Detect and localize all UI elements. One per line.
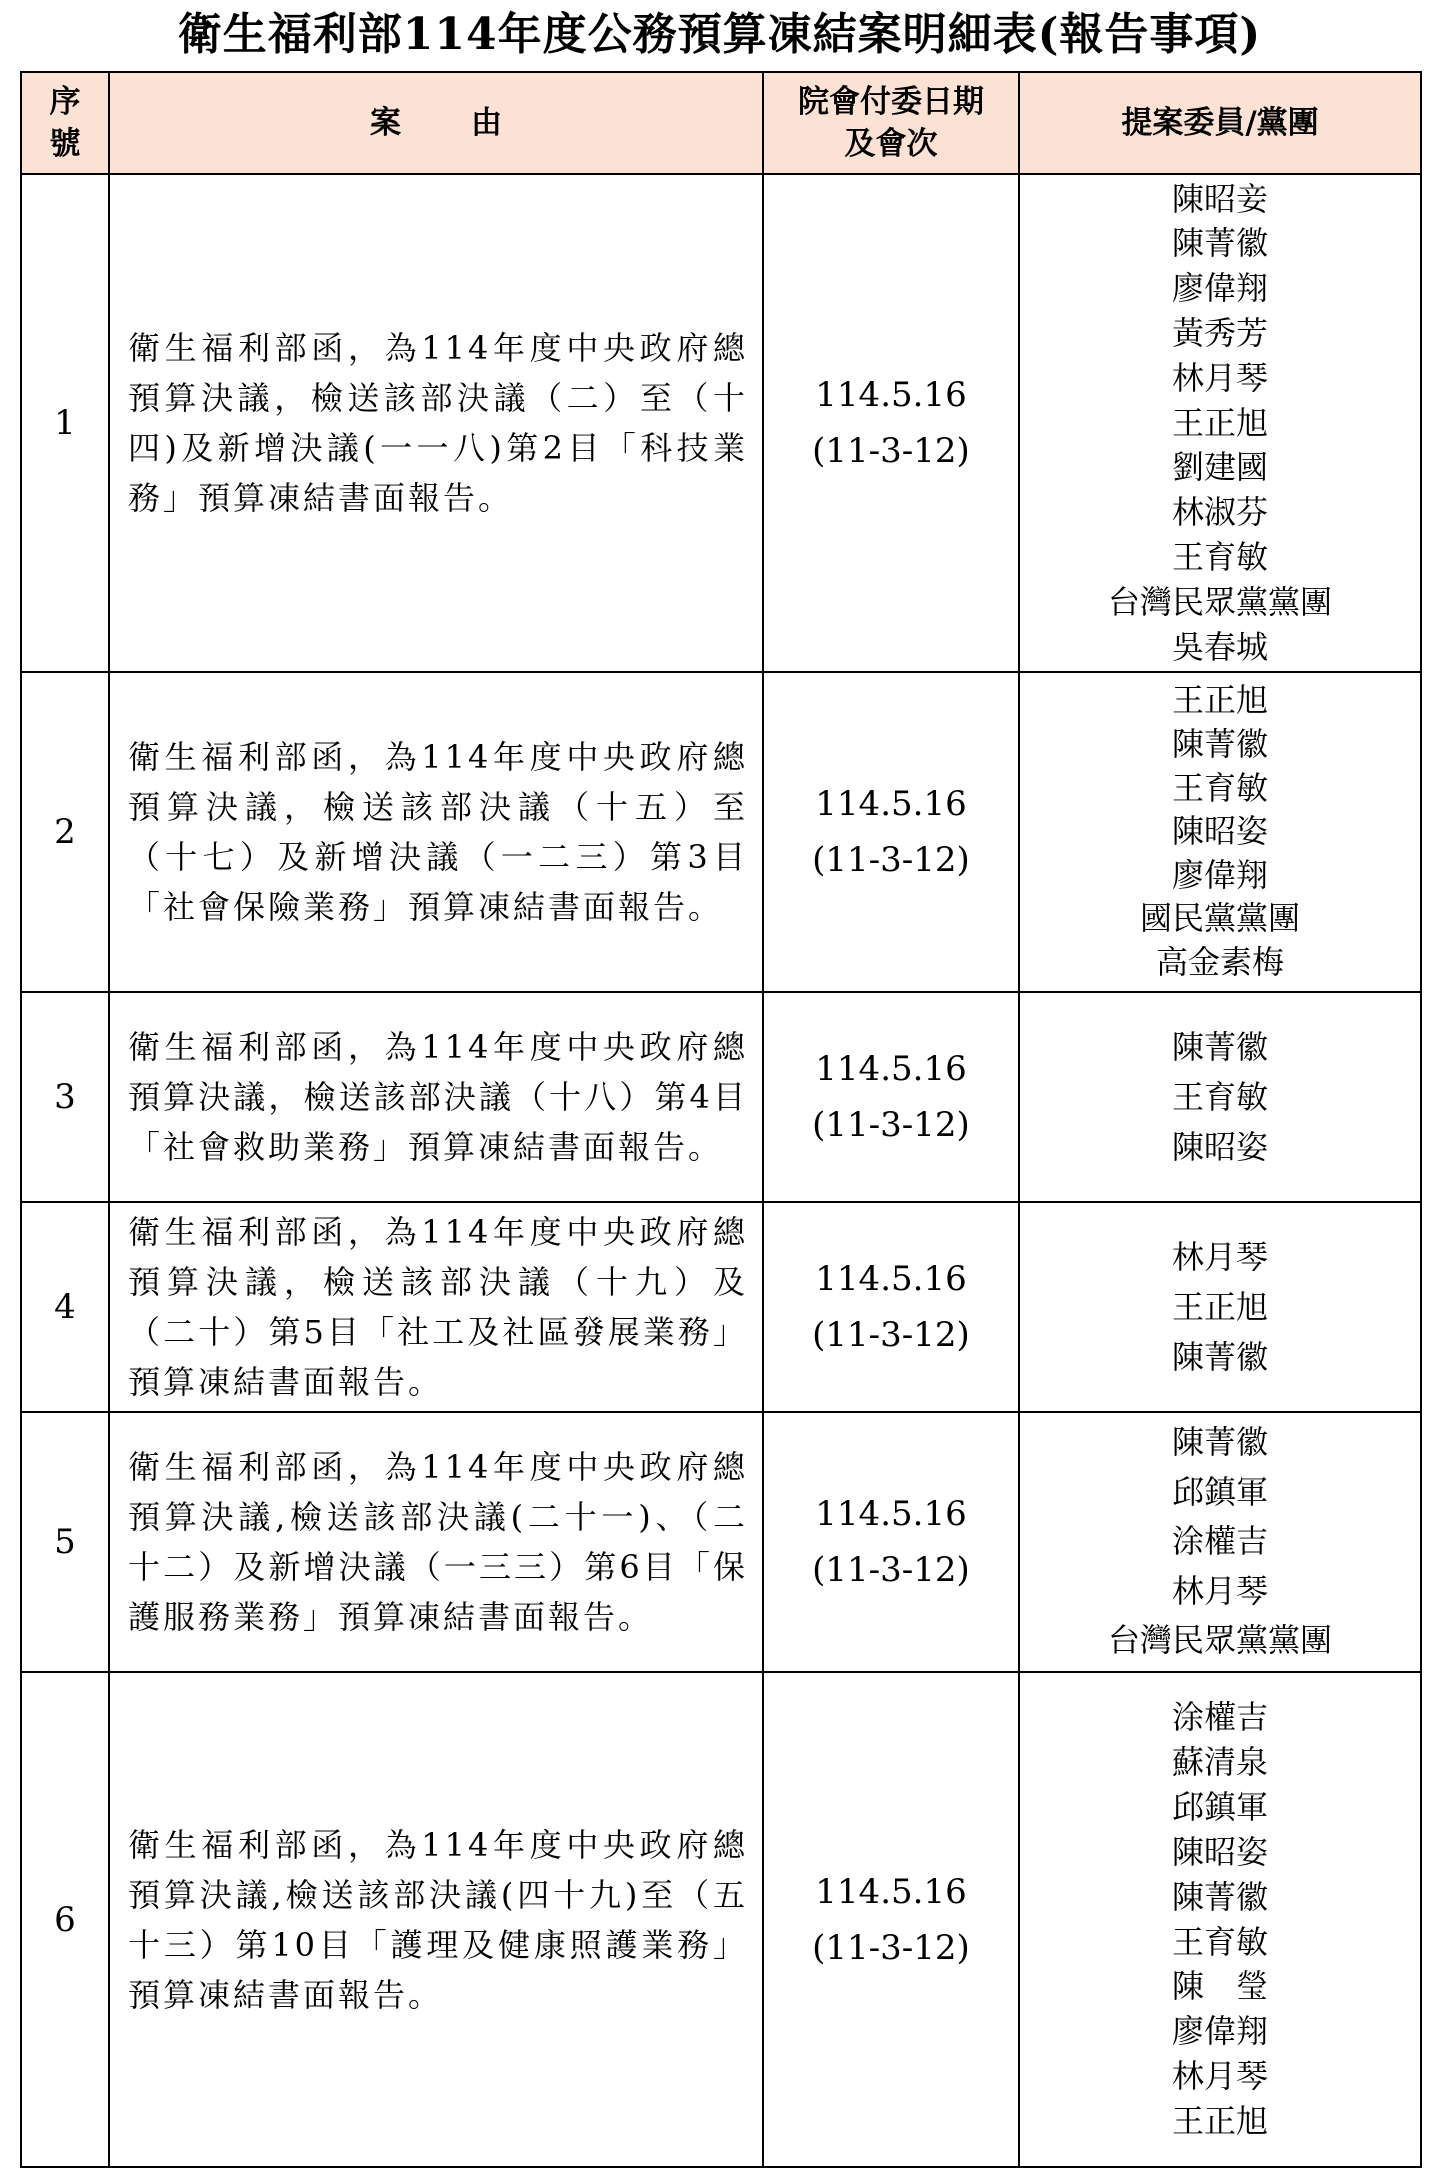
proposer-name: 林月琴 bbox=[1171, 358, 1268, 397]
proposer-name: 陳昭姿 bbox=[1171, 1128, 1268, 1166]
row-date: 114.5.16 bbox=[815, 1259, 967, 1299]
proposer-name: 陳菁徽 bbox=[1171, 1028, 1268, 1066]
proposer-name: 陳菁徽 bbox=[1171, 224, 1268, 263]
header-seq: 序 號 bbox=[21, 72, 109, 174]
proposer-name: 陳菁徽 bbox=[1171, 1423, 1268, 1462]
row-seq: 5 bbox=[21, 1412, 109, 1672]
header-reason: 案由 bbox=[109, 72, 763, 174]
proposer-name: 林月琴 bbox=[1171, 2057, 1268, 2096]
proposer-name: 吳春城 bbox=[1171, 627, 1268, 666]
proposer-list bbox=[1020, 1695, 1420, 2144]
row-reason: 衛生福利部函，為114年度中央政府總預算決議，檢送該部決議（十五）至（十七）及新增決議（一二三）第3目「社會保險業務」預算凍結書面報告。 bbox=[109, 672, 763, 992]
row-seq: 4 bbox=[21, 1202, 109, 1412]
table-body bbox=[21, 174, 1421, 2167]
row-reason: 衛生福利部函，為114年度中央政府總預算決議,檢送該部決議(四十九)至（五十三）第10目「護理及健康照護業務」預算凍結書面報告。 bbox=[109, 1672, 763, 2167]
proposer-name: 陳 瑩 bbox=[1171, 1967, 1268, 2006]
header-date-session: 院會付委日期 及會次 bbox=[763, 72, 1019, 174]
proposer-name: 王正旭 bbox=[1171, 1288, 1268, 1326]
proposer-name: 涂權吉 bbox=[1171, 1697, 1268, 1736]
proposer-name: 蘇清泉 bbox=[1171, 1742, 1268, 1781]
table-row bbox=[21, 174, 1421, 672]
proposer-name: 廖偉翔 bbox=[1171, 855, 1268, 894]
row-date-session bbox=[763, 1412, 1019, 1672]
row-reason: 衛生福利部函，為114年度中央政府總預算決議，檢送該部決議（十九）及（二十）第5目「社工及社區發展業務」預算凍結書面報告。 bbox=[109, 1202, 763, 1412]
row-date-session bbox=[763, 992, 1019, 1202]
proposer-name: 涂權吉 bbox=[1171, 1522, 1268, 1561]
proposer-name: 王正旭 bbox=[1171, 403, 1268, 442]
row-date: 114.5.16 bbox=[815, 1494, 967, 1534]
row-session: (11-3-12) bbox=[812, 840, 970, 880]
row-date: 114.5.16 bbox=[815, 375, 967, 415]
proposer-name: 林月琴 bbox=[1171, 1571, 1268, 1610]
header-proposer: 提案委員/黨團 bbox=[1019, 72, 1421, 174]
row-session: (11-3-12) bbox=[812, 1550, 970, 1590]
row-date-session bbox=[763, 1202, 1019, 1412]
proposer-name: 陳昭姿 bbox=[1171, 1832, 1268, 1871]
table-header bbox=[21, 72, 1421, 174]
table-row bbox=[21, 1672, 1421, 2167]
table-row bbox=[21, 1202, 1421, 1412]
proposer-name: 王育敏 bbox=[1171, 537, 1268, 576]
row-seq: 3 bbox=[21, 992, 109, 1202]
row-session: (11-3-12) bbox=[812, 431, 970, 471]
row-proposers bbox=[1019, 174, 1421, 672]
proposer-name: 黃秀芳 bbox=[1171, 314, 1268, 352]
proposer-name: 國民黨黨團 bbox=[1139, 899, 1300, 938]
proposer-name: 陳菁徽 bbox=[1171, 1338, 1268, 1376]
proposer-name: 林月琴 bbox=[1171, 1238, 1268, 1276]
row-date-session bbox=[763, 1672, 1019, 2167]
row-seq: 1 bbox=[21, 174, 109, 672]
proposer-name: 廖偉翔 bbox=[1171, 269, 1268, 308]
table-row bbox=[21, 992, 1421, 1202]
proposer-name: 邱鎮軍 bbox=[1171, 1787, 1268, 1826]
row-date-session bbox=[763, 672, 1019, 992]
row-proposers bbox=[1019, 1412, 1421, 1672]
row-date: 114.5.16 bbox=[815, 1049, 967, 1089]
table-row bbox=[21, 1412, 1421, 1672]
row-session: (11-3-12) bbox=[812, 1105, 970, 1145]
row-proposers bbox=[1019, 672, 1421, 992]
row-proposers bbox=[1019, 1202, 1421, 1412]
proposer-name: 邱鎮軍 bbox=[1171, 1472, 1268, 1511]
proposer-name: 王育敏 bbox=[1171, 1078, 1268, 1116]
row-date: 114.5.16 bbox=[815, 784, 967, 824]
proposer-name: 台灣民眾黨黨團 bbox=[1107, 1621, 1332, 1660]
budget-freeze-table bbox=[20, 71, 1422, 2168]
proposer-name: 王育敏 bbox=[1171, 768, 1268, 807]
proposer-name: 王育敏 bbox=[1171, 1922, 1268, 1961]
row-session: (11-3-12) bbox=[812, 1927, 970, 1968]
row-proposers bbox=[1019, 1672, 1421, 2167]
page-title: 衛生福利部114年度公務預算凍結案明細表(報告事項) bbox=[177, 9, 1262, 60]
row-reason: 衛生福利部函，為114年度中央政府總預算決議，檢送該部決議（二）至（十四)及新增決議(一一八)第2目「科技業務」預算凍結書面報告。 bbox=[109, 174, 763, 672]
proposer-name: 陳昭妾 bbox=[1171, 179, 1268, 218]
proposer-name: 王正旭 bbox=[1171, 2102, 1268, 2141]
proposer-list bbox=[1020, 177, 1420, 670]
row-seq: 6 bbox=[21, 1672, 109, 2167]
proposer-name: 高金素梅 bbox=[1155, 942, 1284, 981]
proposer-name: 劉建國 bbox=[1171, 448, 1268, 487]
proposer-name: 王正旭 bbox=[1171, 681, 1268, 720]
proposer-name: 台灣民眾黨黨團 bbox=[1107, 582, 1332, 621]
row-date-session bbox=[763, 174, 1019, 672]
proposer-name: 陳菁徽 bbox=[1171, 725, 1268, 764]
row-reason: 衛生福利部函，為114年度中央政府總預算決議，檢送該部決議（十八）第4目「社會救助業務」預算凍結書面報告。 bbox=[109, 992, 763, 1202]
row-reason: 衛生福利部函，為114年度中央政府總預算決議,檢送該部決議(二十一)、（二十二）及新增決議（一三三）第6目「保護服務業務」預算凍結書面報告。 bbox=[109, 1412, 763, 1672]
proposer-list bbox=[1020, 1232, 1420, 1382]
row-seq: 2 bbox=[21, 672, 109, 992]
table-row bbox=[21, 672, 1421, 992]
row-session: (11-3-12) bbox=[812, 1315, 970, 1355]
row-proposers bbox=[1019, 992, 1421, 1202]
row-date: 114.5.16 bbox=[815, 1871, 967, 1912]
proposer-list bbox=[1020, 1022, 1420, 1172]
proposer-name: 陳菁徽 bbox=[1171, 1877, 1268, 1916]
proposer-name: 廖偉翔 bbox=[1171, 2012, 1268, 2051]
proposer-name: 林淑芬 bbox=[1171, 493, 1268, 532]
proposer-list bbox=[1020, 679, 1420, 984]
proposer-list bbox=[1020, 1418, 1420, 1666]
proposer-name: 陳昭姿 bbox=[1171, 812, 1268, 851]
